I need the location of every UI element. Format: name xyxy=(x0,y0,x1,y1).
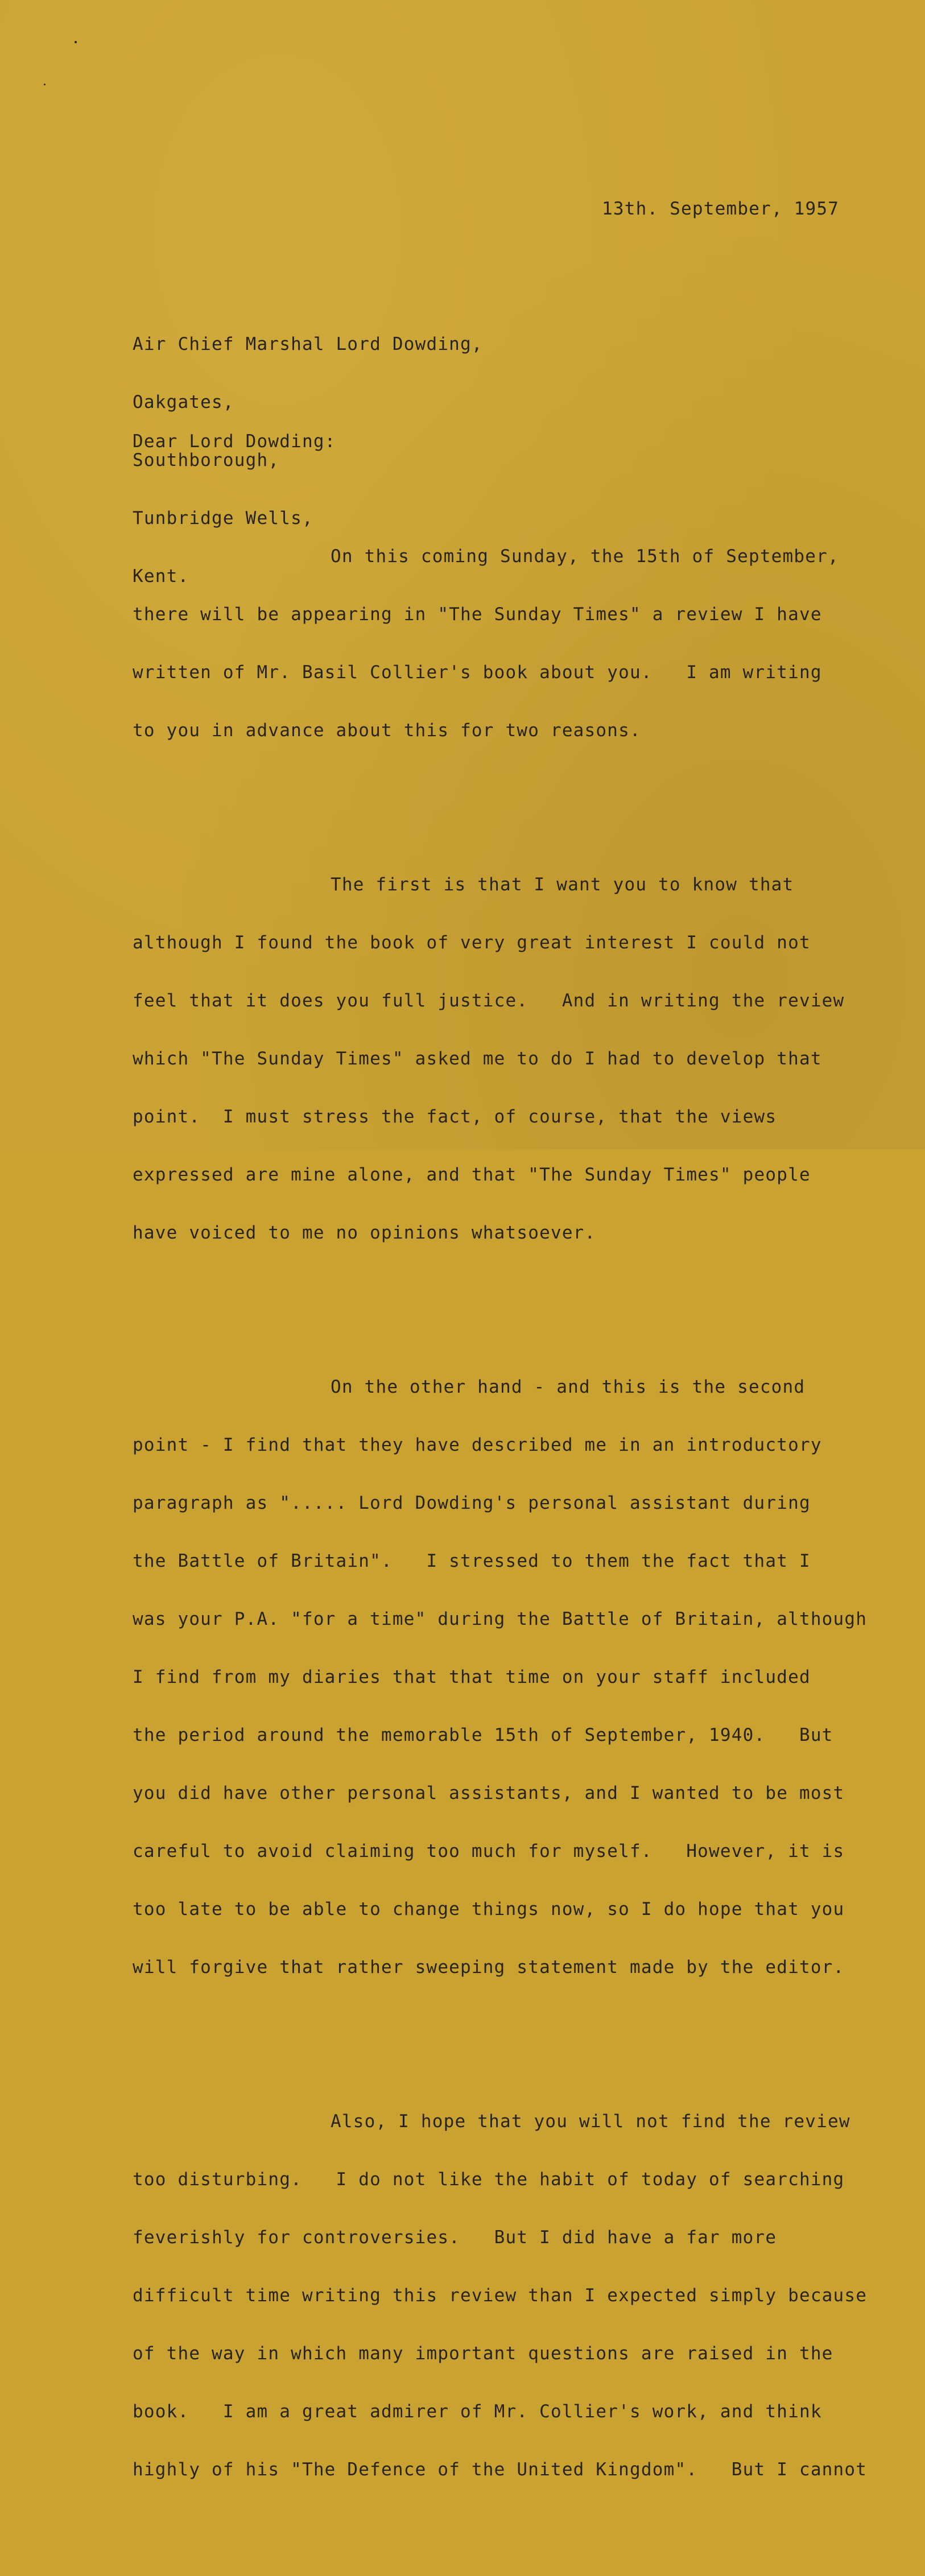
text-line: you did have other personal assistants, and I wanted to be most xyxy=(133,1783,845,1803)
letter-body xyxy=(133,469,867,2575)
text-line: have voiced to me no opinions whatsoever. xyxy=(133,1223,596,1243)
address-line: Oakgates, xyxy=(133,392,234,412)
text-line: difficult time writing this review than I expected simply because xyxy=(133,2285,868,2306)
text-line: The first is that I want you to know that xyxy=(331,874,794,895)
text-line: which "The Sunday Times" asked me to do I had to develop that xyxy=(133,1048,822,1069)
text-line: point. I must stress the fact, of course, that the views xyxy=(133,1107,777,1127)
text-line: feverishly for controversies. But I did have a far more xyxy=(133,2227,777,2248)
paper-speck xyxy=(44,84,46,85)
text-line: too late to be able to change things now, so I do hope that you xyxy=(133,1899,845,1919)
address-line: Kent. xyxy=(133,566,189,587)
text-line: book. I am a great admirer of Mr. Collier's work, and think xyxy=(133,2401,822,2422)
text-line: highly of his "The Defence of the United Kingdom". But I cannot xyxy=(133,2459,868,2480)
paragraph xyxy=(133,508,867,779)
text-line: I find from my diaries that that time on your staff included xyxy=(133,1667,811,1687)
text-line: On this coming Sunday, the 15th of September, xyxy=(331,546,839,567)
text-line: written of Mr. Basil Collier's book about you. I am writing xyxy=(133,662,822,683)
letter-date: 13th. September, 1957 xyxy=(602,199,840,219)
text-line: careful to avoid claiming too much for myself. However, it is xyxy=(133,1841,845,1861)
text-line: of the way in which many important questions are raised in the xyxy=(133,2343,833,2364)
text-line: Also, I hope that you will not find the review xyxy=(331,2111,850,2132)
address-line: Air Chief Marshal Lord Dowding, xyxy=(133,334,483,354)
text-line: point - I find that they have described me in an introductory xyxy=(133,1435,822,1455)
text-line: too disturbing. I do not like the habit of today of searching xyxy=(133,2169,845,2190)
text-line: will forgive that rather sweeping statement made by the editor. xyxy=(133,1957,845,1978)
text-line: expressed are mine alone, and that "The Sunday Times" people xyxy=(133,1165,811,1185)
paragraph xyxy=(133,836,867,1281)
text-line: although I found the book of very great interest I could not xyxy=(133,932,811,953)
salutation: Dear Lord Dowding: xyxy=(133,431,336,452)
text-line: was your P.A. "for a time" during the Battle of Britain, although xyxy=(133,1609,868,1629)
paper-speck xyxy=(75,41,77,43)
paragraph xyxy=(133,1339,867,2016)
text-line: the Battle of Britain". I stressed to them the fact that I xyxy=(133,1551,811,1571)
text-line: to you in advance about this for two reasons. xyxy=(133,720,641,741)
paragraph xyxy=(133,2073,867,2518)
text-line: On the other hand - and this is the second xyxy=(331,1377,806,1397)
text-line: feel that it does you full justice. And in writing the review xyxy=(133,990,845,1011)
text-line: there will be appearing in "The Sunday Times" a review I have xyxy=(133,604,822,625)
address-line: Southborough, xyxy=(133,450,280,470)
text-line: paragraph as "..... Lord Dowding's personal assistant during xyxy=(133,1493,811,1513)
address-line: Tunbridge Wells, xyxy=(133,508,313,529)
text-line: the period around the memorable 15th of September, 1940. But xyxy=(133,1725,833,1745)
